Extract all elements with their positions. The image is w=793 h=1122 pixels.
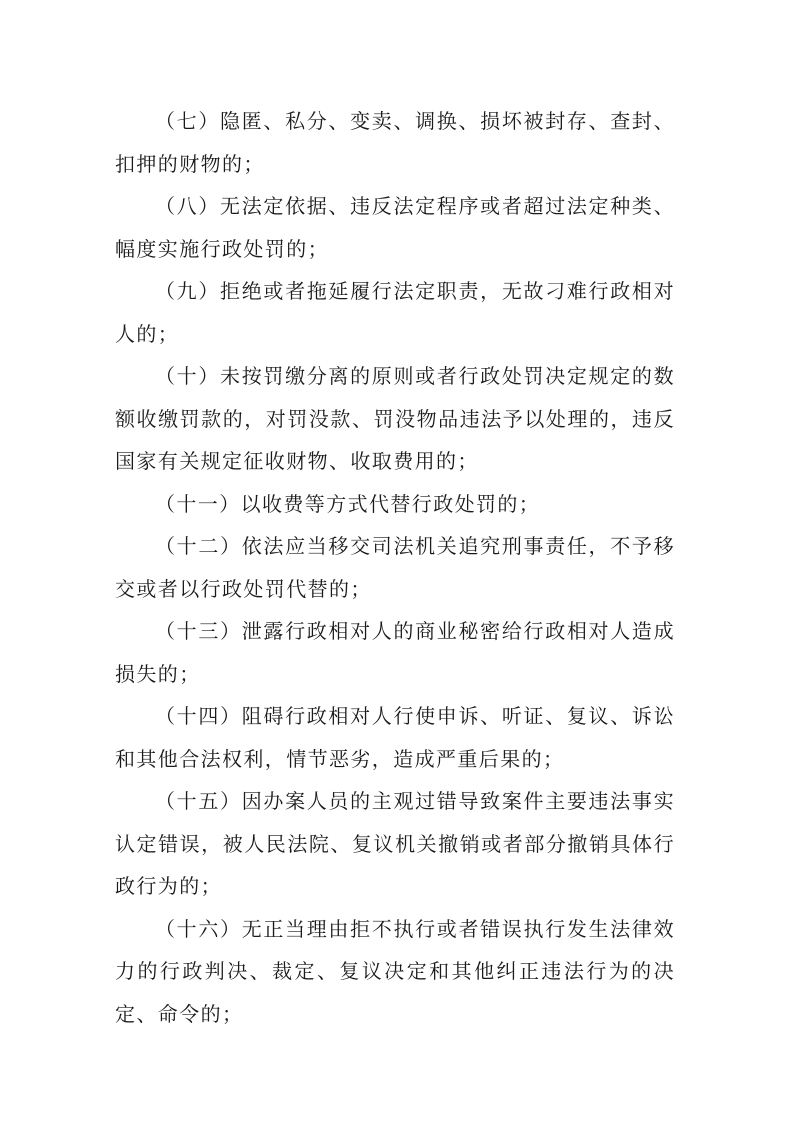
clause-12: （十二）依法应当移交司法机关追究刑事责任，不予移交或者以行政处罚代替的；: [115, 534, 675, 601]
clause-13: （十三）泄露行政相对人的商业秘密给行政相对人造成损失的；: [115, 619, 675, 686]
clause-8: （八）无法定依据、违反法定程序或者超过法定种类、幅度实施行政处罚的；: [115, 194, 675, 261]
clause-7: （七）隐匿、私分、变卖、调换、损坏被封存、查封、扣押的财物的；: [115, 109, 675, 176]
clause-14: （十四）阻碍行政相对人行使申诉、听证、复议、诉讼和其他合法权利，情节恶劣，造成严重后果的；: [115, 704, 675, 771]
clause-10: （十）未按罚缴分离的原则或者行政处罚决定规定的数额收缴罚款的，对罚没款、罚没物品违法予以处理的，违反国家有关规定征收财物、收取费用的；: [115, 364, 675, 473]
clause-15: （十五）因办案人员的主观过错导致案件主要违法事实认定错误，被人民法院、复议机关撤销或者部分撤销具体行政行为的；: [115, 789, 675, 898]
clause-11: （十一）以收费等方式代替行政处罚的；: [155, 491, 541, 516]
clause-16: （十六）无正当理由拒不执行或者错误执行发生法律效力的行政判决、裁定、复议决定和其他纠正违法行为的决定、命令的；: [115, 916, 675, 1026]
document-page: [115, 100, 675, 1035]
clause-9: （九）拒绝或者拖延履行法定职责，无故刁难行政相对人的；: [115, 279, 675, 346]
